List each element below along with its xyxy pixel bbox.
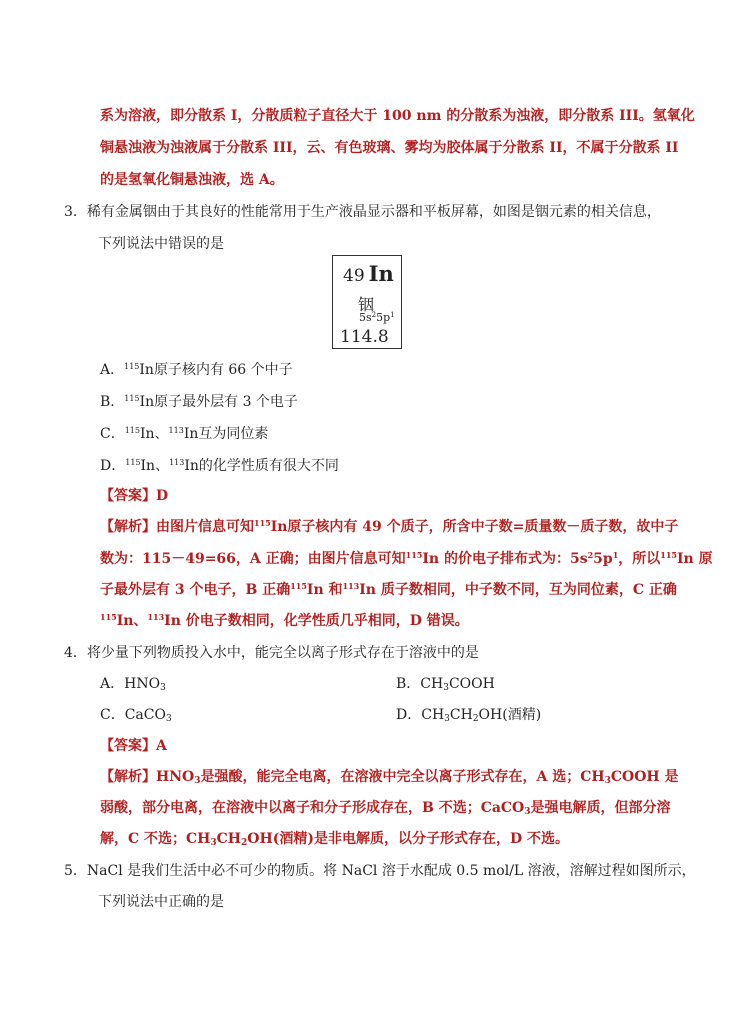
analysis-text: OH(酒精)是非电解质，以分子形式存在，D 不选。 <box>247 831 569 847</box>
option-d-prefix: D． <box>100 458 126 474</box>
element-name: 铟 <box>358 295 375 314</box>
q3-stem-line-2: 下列说法中错误的是 <box>98 236 224 252</box>
option-d-text: 的化学性质有很大不同 <box>198 458 339 474</box>
analysis-sup: 2 <box>587 550 594 560</box>
option-d-sub: 3 <box>444 714 450 724</box>
option-b-prefix: B． <box>100 394 125 410</box>
answer-value: A <box>156 738 167 754</box>
option-c-symbol-1: In、 <box>140 426 169 442</box>
atomic-number: 49 <box>343 266 365 286</box>
analysis-sup: 115 <box>290 581 307 591</box>
option-b-formula: CH <box>420 676 444 692</box>
element-card-indium <box>332 255 402 349</box>
analysis-sub: 2 <box>241 838 248 848</box>
answer-label: 【答案】 <box>100 738 156 754</box>
q3-option-d <box>100 456 339 476</box>
option-b-formula-tail: COOH <box>448 676 495 692</box>
q5-stem-line-2: 下列说法中正确的是 <box>98 894 224 910</box>
option-b-mass: 115 <box>124 394 140 403</box>
option-d-formula-tail: OH(酒精) <box>478 707 542 723</box>
analysis-text: 是强电解质，但部分溶 <box>530 800 671 816</box>
analysis-sup: 115 <box>254 518 271 528</box>
analysis-text: 子最外层有 3 个电子，B 正确 <box>100 582 291 598</box>
option-a-symbol: In <box>139 362 154 378</box>
q3-stem-text-1: 稀有金属铟由于其良好的性能常用于生产液晶显示器和平板屏幕，如图是铟元素的相关信息， <box>86 204 661 220</box>
option-c-symbol-2: In <box>183 426 199 442</box>
q5-stem-text-1: NaCl 是我们生活中必不可少的物质。将 NaCl 溶于水配成 0.5 mol/L 溶液，溶解过程如图所示， <box>86 863 696 879</box>
option-b-symbol: In <box>139 394 155 410</box>
q3-analysis-line-1 <box>100 517 678 537</box>
q3-analysis-line-4 <box>100 611 469 631</box>
prev-analysis-line-3: 的是氢氧化铜悬浊液，选 A。 <box>100 172 284 188</box>
answer-value: D <box>156 488 169 504</box>
option-b-sub: 3 <box>443 683 449 693</box>
q3-option-b <box>100 392 298 412</box>
analysis-text: 数为：115－49=66，A 正确；由图片信息可知 <box>100 551 406 567</box>
analysis-text: HNO <box>156 769 195 785</box>
option-d-symbol-1: In、 <box>140 458 170 474</box>
analysis-sup: 115 <box>405 550 423 560</box>
analysis-text: In 质子数相同，中子数不同，互为同位素，C 正确 <box>359 582 677 598</box>
analysis-text: ，所以 <box>618 551 661 567</box>
q3-analysis-line-2 <box>100 549 713 569</box>
q4-option-b <box>396 674 495 694</box>
config-part-a: 5s <box>359 311 372 324</box>
analysis-text: In原子核内有 49 个质子，所含中子数=质量数－质子数，故中子 <box>270 519 679 535</box>
config-sup-a: 2 <box>371 311 377 319</box>
analysis-text: In 原 <box>676 551 713 567</box>
q5-number: 5． <box>64 863 87 879</box>
analysis-sub: 3 <box>210 838 217 848</box>
electron-configuration <box>359 311 395 324</box>
analysis-text: 是强酸，能完全电离，在溶液中完全以离子形式存在，A 选；CH <box>200 769 605 785</box>
option-c-prefix: C． <box>100 426 125 442</box>
q4-answer <box>100 736 167 756</box>
analysis-sup: 1 <box>612 550 619 560</box>
option-c-mass-2: 113 <box>168 426 184 435</box>
option-c-text: 互为同位素 <box>198 426 269 442</box>
answer-label: 【答案】 <box>100 488 156 504</box>
q3-stem-line-1 <box>64 202 661 222</box>
prev-analysis-line-1: 系为溶液，即分散系 I，分散质粒子直径大于 100 nm 的分散系为浊液，即分散系 III。氢氧化 <box>100 108 695 124</box>
analysis-sup: 113 <box>342 581 360 591</box>
option-a-prefix: A． <box>100 362 125 378</box>
analysis-sup: 115 <box>100 612 117 622</box>
option-d-mass-2: 113 <box>169 458 185 467</box>
analysis-text: In、 <box>116 613 148 629</box>
option-c-prefix: C． <box>100 707 125 723</box>
option-d-formula-mid: CH <box>449 707 473 723</box>
q3-number: 3． <box>64 204 87 220</box>
q3-option-c <box>100 424 268 444</box>
q4-option-d <box>396 705 541 725</box>
q4-analysis-line-2 <box>100 798 671 818</box>
analysis-sup: 115 <box>660 550 677 560</box>
analysis-label: 【解析】 <box>100 769 156 785</box>
option-d-prefix: D． <box>396 707 422 723</box>
analysis-label: 【解析】 <box>100 519 156 535</box>
q4-stem-text: 将少量下列物质投入水中，能完全以离子形式存在于溶液中的是 <box>86 645 479 661</box>
q3-analysis-line-3 <box>100 580 677 600</box>
q3-answer <box>100 486 168 506</box>
analysis-text: 解，C 不选；CH <box>100 831 211 847</box>
config-part-b: 5p <box>376 311 391 324</box>
option-d-mass-1: 115 <box>125 458 141 467</box>
analysis-text: 由图片信息可知 <box>156 519 254 535</box>
analysis-text: CH <box>216 831 242 847</box>
analysis-text: In 和 <box>306 582 343 598</box>
q4-option-a <box>100 674 166 694</box>
q5-stem-line-1 <box>64 861 696 881</box>
analysis-text: In 的价电子排布式为：5s <box>422 551 588 567</box>
analysis-sub: 3 <box>604 776 611 786</box>
q4-number: 4． <box>64 645 87 661</box>
atomic-mass: 114.8 <box>340 327 389 347</box>
analysis-sub: 3 <box>194 776 201 786</box>
analysis-sup: 113 <box>147 612 165 622</box>
config-sup-b: 1 <box>390 311 395 319</box>
analysis-text: 弱酸，部分电离，在溶液中以离子和分子形成存在，B 不选；CaCO <box>100 800 525 816</box>
q4-stem <box>64 643 479 663</box>
option-a-mass: 115 <box>124 362 140 371</box>
q4-analysis-line-3 <box>100 829 569 849</box>
analysis-text: COOH 是 <box>610 769 679 785</box>
q4-analysis-line-1 <box>100 767 679 787</box>
option-d-symbol-2: In <box>184 458 199 474</box>
option-d-sub-2: 2 <box>472 714 479 724</box>
option-d-formula: CH <box>421 707 445 723</box>
option-a-text: 原子核内有 66 个中子 <box>153 362 293 378</box>
element-symbol: In <box>368 261 394 286</box>
option-a-sub: 3 <box>160 683 166 693</box>
option-a-formula: HNO <box>124 676 161 692</box>
prev-analysis-line-2: 铜悬浊液为浊液属于分散系 III，云、有色玻璃、雾均为胶体属于分散系 II，不属于分散系 II <box>100 140 679 156</box>
option-c-mass-1: 115 <box>124 426 140 435</box>
option-b-text: 原子最外层有 3 个电子 <box>154 394 298 410</box>
q3-option-a <box>100 360 293 380</box>
q4-option-c <box>100 705 172 725</box>
option-c-sub: 3 <box>165 714 172 724</box>
option-a-prefix: A． <box>100 676 125 692</box>
option-b-prefix: B． <box>396 676 421 692</box>
analysis-sub: 3 <box>524 807 531 817</box>
analysis-text: In 价电子数相同，化学性质几乎相同，D 错误。 <box>164 613 469 629</box>
option-c-formula: CaCO <box>124 707 166 723</box>
element-header <box>343 261 394 286</box>
analysis-text: 5p <box>593 551 613 567</box>
